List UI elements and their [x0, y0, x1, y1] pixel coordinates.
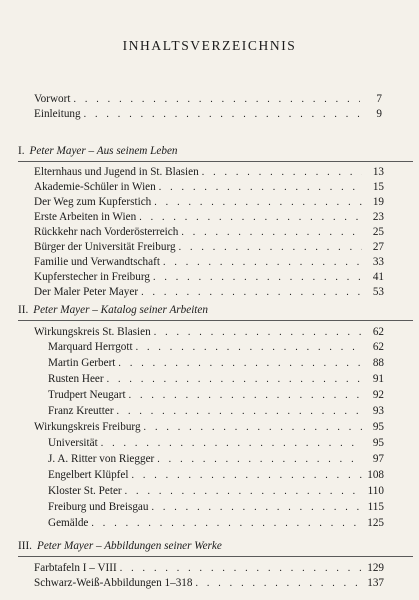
leader-dots	[101, 437, 362, 451]
toc-subentry	[48, 356, 384, 370]
toc-entry-page: 25	[372, 226, 384, 238]
toc-entry	[34, 210, 384, 224]
toc-entry	[34, 285, 384, 299]
toc-subentry	[48, 340, 384, 354]
leader-dots	[144, 421, 362, 435]
toc-entry-label: Marquard Herrgott	[48, 341, 133, 353]
toc-entry-page: 92	[372, 389, 384, 401]
toc-entry-label: Wirkungskreis St. Blasien	[34, 326, 151, 338]
toc-entry-page: 19	[372, 196, 384, 208]
toc-entry	[34, 240, 384, 254]
toc-entry-label: Rückkehr nach Vorderösterreich	[34, 226, 179, 238]
toc-entry	[34, 255, 384, 269]
toc-entry-einleitung	[34, 107, 382, 121]
toc-entry-label: Vorwort	[34, 93, 71, 105]
toc-subentry	[48, 404, 384, 418]
toc-subentry	[48, 484, 384, 498]
leader-dots	[129, 389, 362, 403]
toc-entry-label: Familie und Verwandtschaft	[34, 256, 160, 268]
toc-entry-page: 110	[367, 485, 384, 497]
toc-entry-page: 62	[372, 341, 384, 353]
leader-dots	[154, 196, 362, 210]
toc-subentry	[48, 372, 384, 386]
leader-dots	[139, 211, 362, 225]
toc-entry-page: 95	[372, 421, 384, 433]
leader-dots	[154, 326, 362, 340]
toc-entry-label: Akademie-Schüler in Wien	[34, 181, 156, 193]
toc-entry-label: Kloster St. Peter	[48, 485, 122, 497]
leader-dots	[131, 469, 362, 483]
section-title: Peter Mayer – Abbildungen seiner Werke	[36, 540, 222, 552]
section-number: I.	[18, 145, 25, 157]
toc-entry-page: 108	[367, 469, 384, 481]
section-heading-3	[18, 539, 222, 553]
toc-entry-page: 41	[372, 271, 384, 283]
toc-entry-vorwort	[34, 92, 382, 106]
toc-entry	[34, 225, 384, 239]
toc-entry-page: 88	[372, 357, 384, 369]
toc-entry-page: 137	[367, 577, 384, 589]
toc-entry-label: Kupferstecher in Freiburg	[34, 271, 150, 283]
toc-subentry	[48, 468, 384, 482]
leader-dots	[163, 256, 362, 270]
leader-dots	[118, 357, 362, 371]
toc-entry-page: 97	[372, 453, 384, 465]
toc-entry-page: 125	[367, 517, 384, 529]
toc-entry-label: Martin Gerbert	[48, 357, 116, 369]
toc-subentry	[48, 500, 384, 514]
toc-entry-label: Franz Kreutter	[48, 405, 114, 417]
toc-entry-page: 95	[372, 437, 384, 449]
leader-dots	[125, 485, 362, 499]
toc-entry-page: 91	[372, 373, 384, 385]
toc-entry-label: Elternhaus und Jugend in St. Blasien	[34, 166, 199, 178]
toc-entry-label: Gemälde	[48, 517, 89, 529]
leader-dots	[91, 517, 362, 531]
toc-entry-page: 9	[376, 108, 382, 120]
toc-entry-page: 33	[372, 256, 384, 268]
toc-entry-page: 27	[372, 241, 384, 253]
section-title: Peter Mayer – Aus seinem Leben	[29, 145, 178, 157]
toc-entry-page: 62	[372, 326, 384, 338]
toc-entry-label: Universität	[48, 437, 98, 449]
leader-dots	[136, 341, 362, 355]
toc-entry-label: Freiburg und Breisgau	[48, 501, 149, 513]
toc-subentry	[48, 516, 384, 530]
toc-entry-label: Der Weg zum Kupferstich	[34, 196, 152, 208]
toc-entry-label: Einleitung	[34, 108, 81, 120]
toc-entry-page: 15	[372, 181, 384, 193]
leader-dots	[117, 405, 362, 419]
leader-dots	[120, 562, 362, 576]
leader-dots	[179, 241, 362, 255]
toc-entry	[34, 325, 384, 339]
toc-entry-page: 93	[372, 405, 384, 417]
toc-entry-label: Bürger der Universität Freiburg	[34, 241, 176, 253]
toc-entry-page: 7	[376, 93, 382, 105]
toc-entry-label: Der Maler Peter Mayer	[34, 286, 139, 298]
toc-entry-label: Erste Arbeiten in Wien	[34, 211, 137, 223]
toc-entry	[34, 180, 384, 194]
toc-entry-page: 53	[372, 286, 384, 298]
toc-entry	[34, 420, 384, 434]
leader-dots	[157, 453, 362, 467]
toc-entry-page: 115	[367, 501, 384, 513]
toc-subentry	[48, 388, 384, 402]
leader-dots	[202, 166, 362, 180]
section-divider	[18, 556, 413, 557]
leader-dots	[181, 226, 362, 240]
section-divider	[18, 161, 413, 162]
toc-entry-page: 23	[372, 211, 384, 223]
page-title: INHALTSVERZEICHNIS	[122, 38, 297, 53]
toc-entry-label: Trudpert Neugart	[48, 389, 126, 401]
toc-entry-label: Farbtafeln I – VIII	[34, 562, 117, 574]
leader-dots	[84, 108, 360, 122]
leader-dots	[159, 181, 362, 195]
toc-entry	[34, 576, 384, 590]
leader-dots	[73, 93, 360, 107]
toc-subentry	[48, 452, 384, 466]
section-heading-2	[18, 303, 208, 317]
section-number: III.	[18, 540, 32, 552]
toc-entry-label: Engelbert Klüpfel	[48, 469, 129, 481]
toc-entry	[34, 165, 384, 179]
toc-entry	[34, 270, 384, 284]
section-title: Peter Mayer – Katalog seiner Arbeiten	[33, 304, 208, 316]
toc-entry	[34, 561, 384, 575]
section-heading-1	[18, 144, 178, 158]
leader-dots	[107, 373, 362, 387]
toc-entry-label: Schwarz-Weiß-Abbildungen 1–318	[34, 577, 193, 589]
section-number: II.	[18, 304, 29, 316]
toc-entry-label: J. A. Ritter von Riegger	[48, 453, 155, 465]
section-divider	[18, 320, 413, 321]
toc-entry-page: 129	[367, 562, 384, 574]
leader-dots	[151, 501, 362, 515]
toc-entry	[34, 195, 384, 209]
toc-entry-label: Rusten Heer	[48, 373, 104, 385]
leader-dots	[195, 577, 362, 591]
leader-dots	[141, 286, 362, 300]
toc-subentry	[48, 436, 384, 450]
toc-entry-label: Wirkungskreis Freiburg	[34, 421, 141, 433]
toc-entry-page: 13	[372, 166, 384, 178]
leader-dots	[153, 271, 362, 285]
